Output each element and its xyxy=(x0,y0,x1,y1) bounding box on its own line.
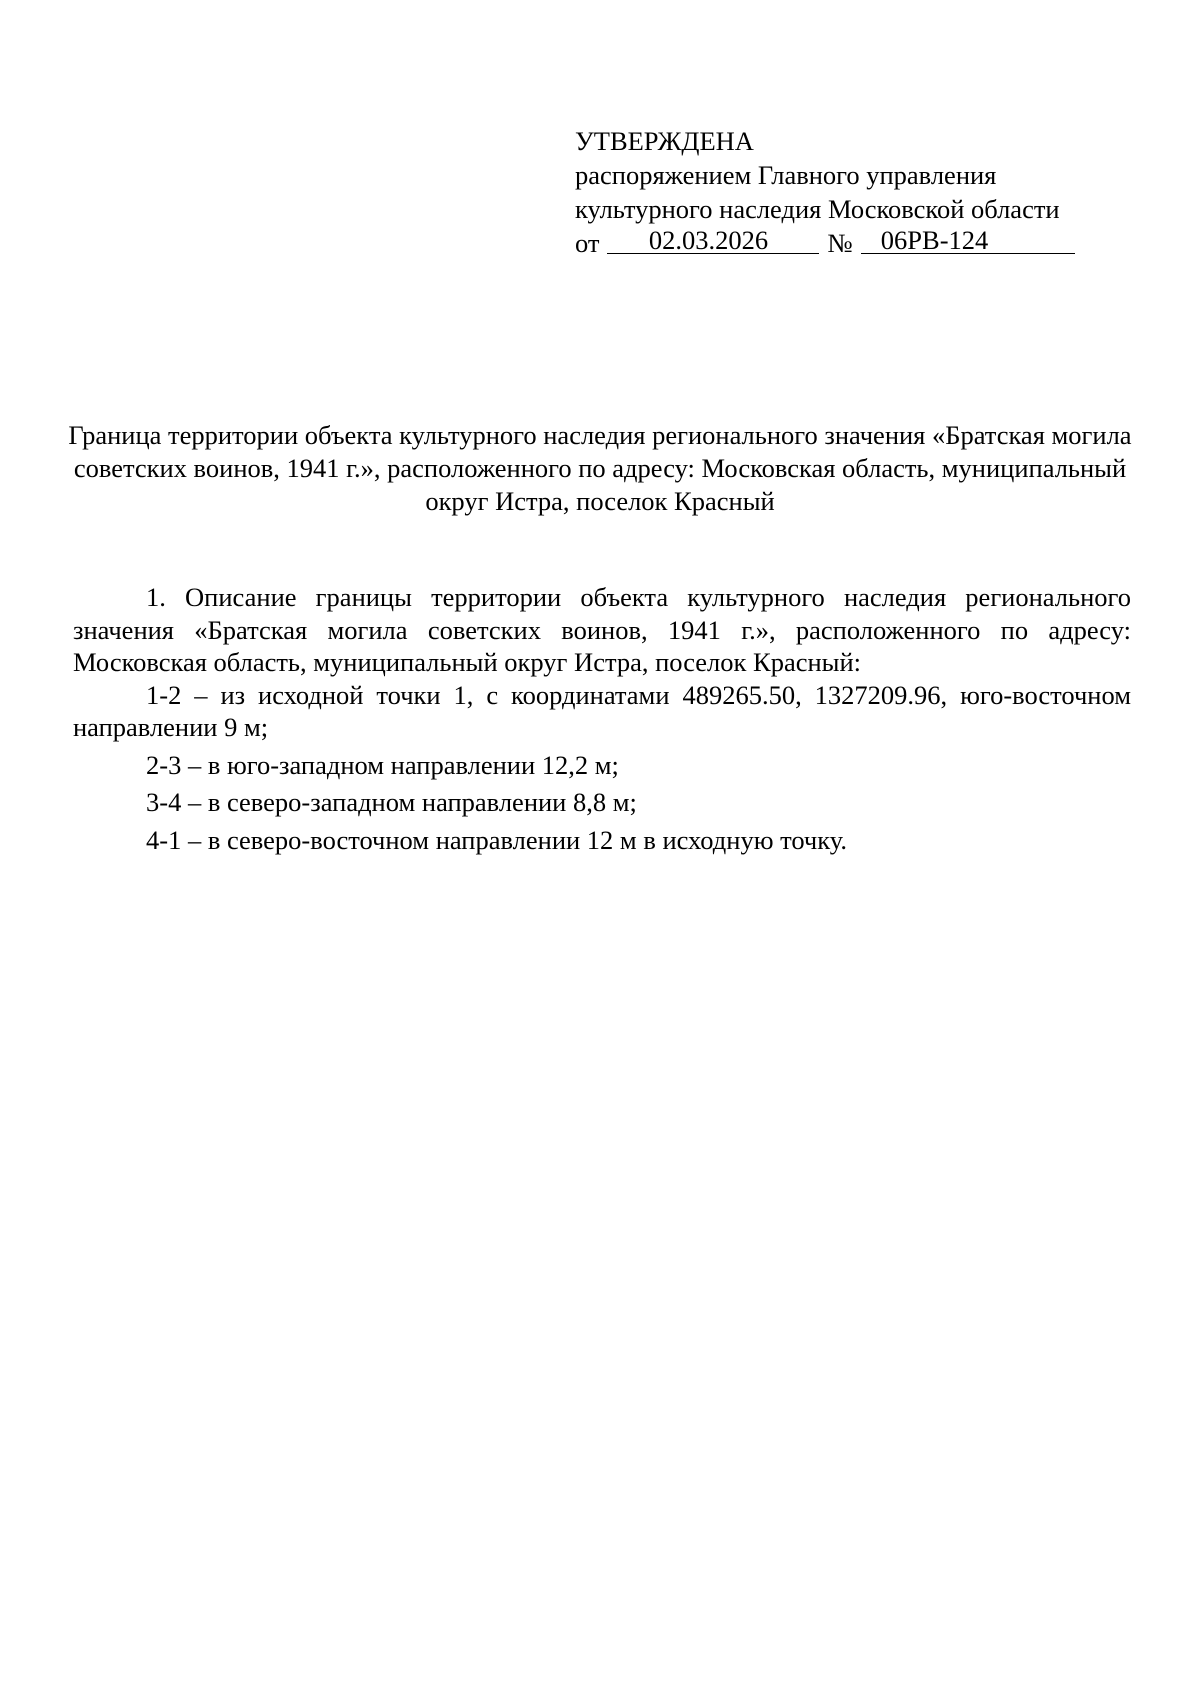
approval-date-number-row xyxy=(575,226,1095,260)
paragraph-segment-2-3: 2-3 – в юго-западном направлении 12,2 м; xyxy=(146,749,619,780)
date-prefix: от xyxy=(575,228,600,258)
paragraph-segment-3-4: 3-4 – в северо-западном направлении 8,8 м; xyxy=(146,787,637,817)
document-title: Граница территории объекта культурного наследия регионального значения «Братская могила советских воинов, 1941 г.», расположенного по адресу: Московская область, муниципальный округ Истра, поселок Красный xyxy=(68,420,1132,516)
date-field: 02.03.2026 xyxy=(607,227,819,254)
approval-line-2: культурного наследия Московской области xyxy=(575,194,1060,224)
number-field: 06РВ-124 xyxy=(861,227,1075,254)
paragraph-segment-1-2: 1-2 – из исходной точки 1, с координатами 489265.50, 1327209.96, юго-восточном направлении 9 м; xyxy=(73,679,1131,742)
approval-block xyxy=(575,124,1095,260)
approval-heading: УТВЕРЖДЕНА xyxy=(575,126,754,156)
paragraph-description: 1. Описание границы территории объекта культурного наследия регионального значения «Братская могила советских воинов, 1941 г.», расположенного по адресу: Московская область, муниципальный округ Истра, поселок Красный: xyxy=(73,582,1131,677)
paragraph-segment-4-1: 4-1 – в северо-восточном направлении 12 м в исходную точку. xyxy=(146,824,847,855)
document-body xyxy=(73,581,1131,856)
approval-line-1: распоряжением Главного управления xyxy=(575,160,997,190)
number-sign: № xyxy=(827,228,853,258)
